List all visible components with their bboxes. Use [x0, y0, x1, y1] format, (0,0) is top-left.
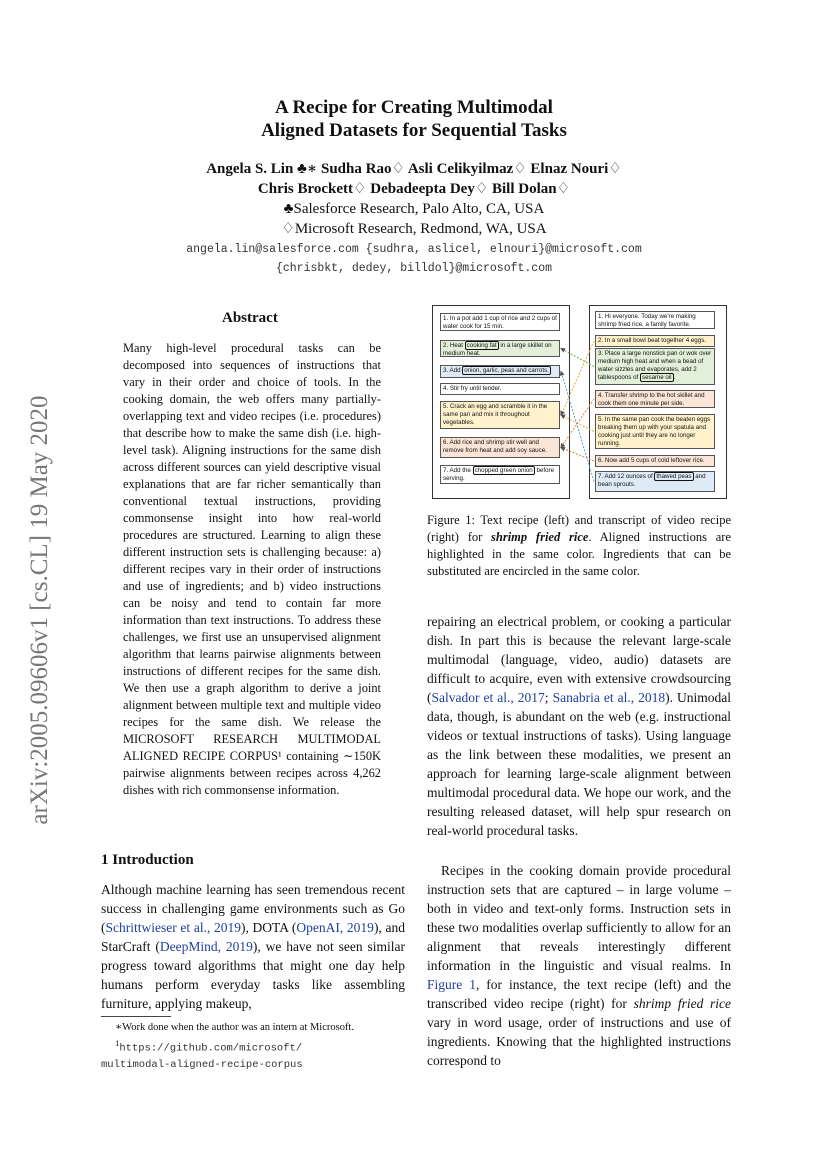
dataset-url-link[interactable]: https://github.com/microsoft/: [119, 1042, 303, 1055]
ingredient-highlight: cooking fat: [466, 342, 497, 349]
intro-text: ), we have not seen similar progress toward algorithms that might one day help humans perform everyday tasks like assembling furniture, applying makeup,: [101, 939, 406, 1011]
citation-link[interactable]: OpenAI, 2019: [296, 920, 374, 935]
citation-link[interactable]: Schrittwieser et al., 2019: [105, 920, 241, 935]
alignment-arrow-group: [561, 341, 594, 482]
ingredient-highlight: chopped green onion: [474, 467, 533, 474]
intro-text: repairing an electrical problem, or cooking a particular dish. In part this is because the relevant large-scale multimodal (language, video, audio) datasets are difficult to acquire, even with extensive crowdsourcing (: [427, 614, 731, 705]
video-recipe-step-5: 5. In the same pan cook the beaten eggs breaking them up with your spatula and cooking just until they are no longer running.: [595, 414, 715, 449]
intro-text: Although machine learning has seen tremendous recent success in challenging game environments such as Go (: [101, 882, 405, 935]
intro-paragraph-1: [101, 880, 405, 1013]
abstract-heading: Abstract: [222, 310, 278, 326]
intro-paragraph-2: [427, 861, 731, 1070]
caption-text: Figure 1: Text recipe (left) and transcript of video recipe (right) for: [427, 513, 731, 544]
affiliation-microsoft: ♢Microsoft Research, Redmond, WA, USA: [281, 221, 547, 237]
citation-link[interactable]: DeepMind, 2019: [159, 939, 253, 954]
video-recipe-step-3: 3. Place a large nonstick pan or wok over medium high heat and when a bead of water sizzles and evaporates, add 2 tablespoons of sesame oil .: [595, 348, 715, 385]
intro-text: vary in word usage, order of instructions and use of ingredients. Knowing that the highlighted instructions correspond to: [427, 1015, 731, 1068]
intro-text: , for instance, the text recipe (left) and the transcribed video recipe (right) for: [427, 977, 731, 1011]
abstract-text: Many high-level procedural tasks can be decomposed into sequences of instructions that vary in their order and choice of tools. In the cooking domain, the web offers many partially-overlapping text and video recipes (i.e. procedures) that describe how to make the same dish (i.e. high-level task). Aligning instructions for the same dish across different sources can yield descriptive visual explanations that are far richer semantically than conventional textual instructions, providing commonsense insight into how real-world procedures are structured. Learning to align these different instruction sets is challenging because: a) different recipes vary in their order of instructions and use of ingredients; and b) video instructions can be noisy and tend to contain far more information than text instructions. To address these challenges, we first use an unsupervised alignment algorithm that learns pairwise alignments between instructions of different recipes for the same dish. We then use a graph algorithm to derive a joint alignment between multiple text and multiple video recipes for the same dish. We release the MICROSOFT RESEARCH MULTIMODAL ALIGNED RECIPE CORPUS¹ containing ∼150K pairwise alignments between recipes across 4,262 dishes with rich commonsense information.: [123, 341, 381, 797]
alignment-arrow: [561, 448, 594, 462]
alignment-arrow: [561, 372, 594, 482]
figure-1-caption: [427, 512, 731, 580]
caption-text: . Aligned instructions are highlighted in the same color. Ingredients that can be substituted are encircled in the same color.: [427, 530, 732, 578]
footnote-divider: [101, 1016, 171, 1017]
video-recipe-step-4: 4. Transfer shrimp to the hot skillet and cook them one minute per side.: [595, 390, 715, 408]
footnote-mark: 1: [115, 1038, 120, 1048]
dataset-url-link-cont[interactable]: multimodal-aligned-recipe-corpus: [101, 1058, 303, 1071]
citation-link[interactable]: Sanabria et al., 2018: [552, 690, 666, 705]
figure-1: [432, 305, 728, 500]
intro-paragraph-1-continued: [427, 612, 731, 840]
intro-emphasis: shrimp fried rice: [633, 996, 731, 1011]
arxiv-identifier: arXiv:2005.09606v1 [cs.CL] 19 May 2020: [26, 395, 53, 825]
author-emails-line2: {chrisbkt, dedey, billdol}@microsoft.com: [275, 262, 553, 275]
intro-text: ;: [544, 690, 553, 705]
ingredient-highlight: onion, garlic, peas and carrots.: [464, 367, 549, 374]
author-emails-line1: angela.lin@salesforce.com {sudhra, aslicel, elnouri}@microsoft.com: [186, 243, 642, 256]
intro-text: ), and StarCraft (: [101, 920, 405, 954]
affiliation-salesforce: ♣Salesforce Research, Palo Alto, CA, USA: [283, 201, 545, 217]
section-heading-introduction: 1 Introduction: [101, 852, 194, 868]
arxiv-sidebar: [20, 350, 60, 870]
footnote-1: [101, 1036, 405, 1073]
alignment-arrows: [432, 305, 728, 500]
authors-line1: Angela S. Lin ♣∗ Sudha Rao♢ Asli Celikyilmaz♢ Elnaz Nouri♢: [206, 161, 622, 177]
text-recipe-step-2: 2. Heat cooking fat in a large skillet on medium heat.: [440, 340, 560, 357]
intro-text: Recipes in the cooking domain provide procedural instruction sets that are captured – in large volume – both in video and text-only forms. Instruction sets in these two modalities overlap sufficiently to allow for an alignment that reveals interestingly different information in the linguistic and visual realms. In: [427, 863, 731, 973]
video-recipe-step-7: 7. Add 12 ounces of thawed peas and bean sprouts.: [595, 471, 715, 492]
text-recipe-step-5: 5. Crack an egg and scramble it in the same pan and mix it throughout vegetables.: [440, 401, 560, 429]
paper-title-line2: Aligned Datasets for Sequential Tasks: [261, 120, 567, 141]
intro-text: ). Unimodal data, though, is abundant on the web (e.g. instructional videos or textual instructions of tasks). Using language as the link between these modalities, we present an approach for learning large-scale alignment between multimodal procedural data. We hope our work, and the resulting released dataset, will help spur research on real-world procedural tasks.: [427, 690, 731, 838]
text-recipe-step-3: 3. Add onion, garlic, peas and carrots.: [440, 365, 560, 378]
authors-line2: Chris Brockett♢ Debadeepta Dey♢ Bill Dolan♢: [257, 181, 571, 197]
footnote-star: ∗Work done when the author was an intern at Microsoft.: [115, 1022, 354, 1033]
paper-title-line1: A Recipe for Creating Multimodal: [275, 97, 553, 118]
alignment-arrow: [561, 341, 594, 415]
intro-text: ), DOTA (: [241, 920, 297, 935]
figure-reference-link[interactable]: Figure 1: [427, 977, 476, 992]
video-recipe-step-1: 1. Hi everyone. Today we're making shrimp fried rice, a family favorite.: [595, 311, 715, 329]
citation-link[interactable]: Salvador et al., 2017: [431, 690, 545, 705]
alignment-arrow: [561, 399, 594, 448]
text-recipe-step-1: 1. In a pot add 1 cup of rice and 2 cups of water cook for 15 min.: [440, 313, 560, 331]
caption-emphasis: shrimp fried rice: [491, 530, 589, 544]
ingredient-highlight: thawed peas: [656, 473, 692, 480]
video-recipe-step-2: 2. In a small bowl beat together 4 eggs.: [595, 335, 715, 347]
text-recipe-step-6: 6. Add rice and shrimp stir well and remove from heat and add soy sauce.: [440, 437, 560, 458]
text-recipe-step-7: 7. Add the chopped green onion before serving.: [440, 465, 560, 484]
video-recipe-step-6: 6. Now add 5 cups of cold leftover rice.: [595, 455, 715, 467]
ingredient-highlight: sesame oil: [641, 374, 672, 381]
text-recipe-step-4: 4. Stir fry until tender.: [440, 383, 560, 395]
